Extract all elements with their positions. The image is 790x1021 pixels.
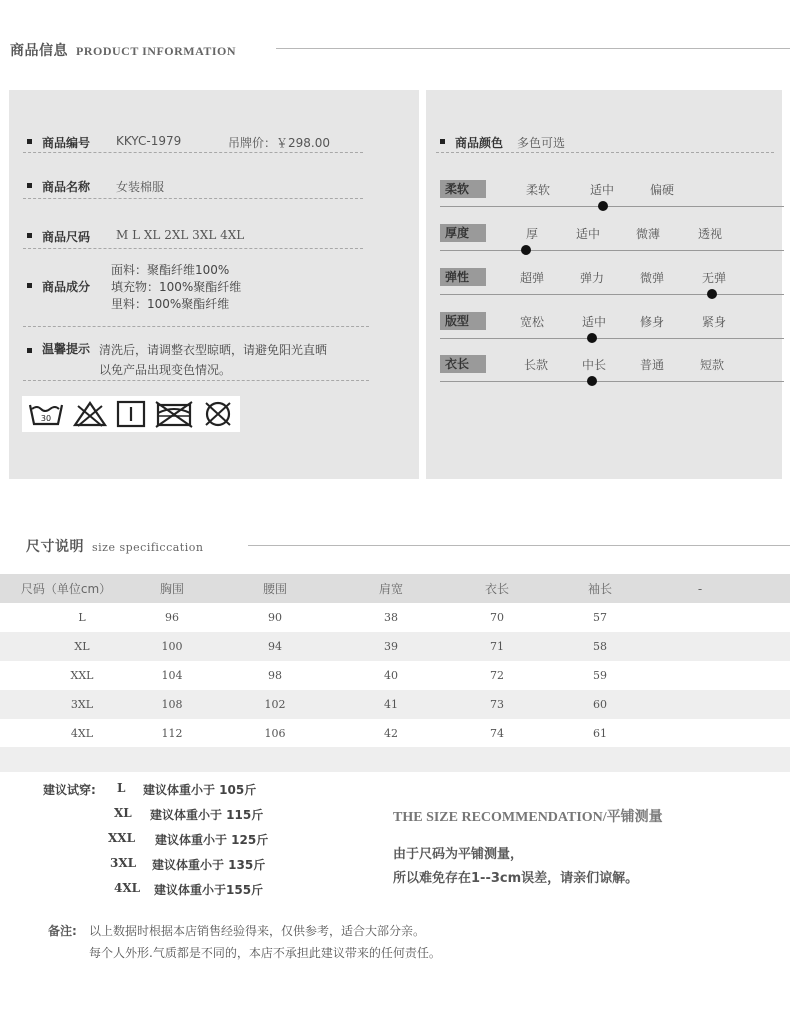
measure-cell: 106 [264, 727, 286, 740]
recommend-weight: 建议体重小于 135斤 [152, 858, 266, 872]
attribute-row [440, 180, 784, 210]
care-tip-label: 温馨提示 [42, 342, 91, 356]
no-bleach-icon [72, 400, 108, 428]
measure-cell: 61 [593, 727, 607, 740]
attribute-option: 厚 [526, 227, 539, 241]
care-tip-text [99, 340, 327, 380]
attribute-row [440, 224, 784, 254]
color-label: 商品颜色 [455, 136, 504, 150]
header-divider [276, 48, 790, 49]
measure-cell: 90 [268, 611, 282, 624]
table-header-cell: 尺码（单位cm） [20, 582, 112, 596]
attribute-selected-dot [707, 289, 717, 299]
product-size-label: 商品尺码 [42, 230, 91, 244]
attribute-tag: 版型 [440, 312, 486, 330]
attribute-row [440, 268, 784, 298]
attribute-tag: 厚度 [440, 224, 486, 242]
recommendation-line-1: 由于尺码为平铺测量， [393, 847, 524, 862]
attribute-option: 适中 [576, 227, 601, 241]
table-header-cell: 胸围 [159, 582, 184, 596]
size-spec-title-cn: 尺寸说明 [26, 539, 84, 555]
product-name-row [27, 178, 164, 195]
recommend-size: 4XL [114, 881, 141, 895]
table-header-cell: 肩宽 [378, 582, 403, 596]
bullet [27, 183, 32, 188]
measure-cell: 94 [268, 640, 282, 653]
attribute-option: 无弹 [702, 271, 727, 285]
size-spec-title-en: size specificcation [92, 541, 204, 554]
product-code-label: 商品编号 [42, 136, 91, 150]
divider [436, 152, 774, 153]
color-value: 多色可选 [517, 136, 566, 150]
care-tip-row [27, 340, 110, 357]
size-cell: XXL [70, 669, 94, 682]
bullet [27, 283, 32, 288]
measure-cell: 104 [161, 669, 183, 682]
recommend-weight: 建议体重小于 105斤 [143, 783, 257, 797]
measure-cell: 42 [384, 727, 398, 740]
attribute-selected-dot [587, 333, 597, 343]
table-header-cell: 腰围 [262, 582, 287, 596]
product-code-value: KKYC-1979 [116, 134, 182, 148]
measure-cell: 72 [490, 669, 504, 682]
attribute-selected-dot [598, 201, 608, 211]
table-row [0, 719, 790, 748]
attribute-option: 宽松 [520, 315, 545, 329]
size-cell: 4XL [70, 727, 94, 740]
measure-cell: 108 [161, 698, 183, 711]
tag-price: 吊牌价：￥298.00 [228, 136, 330, 150]
product-info-header [10, 40, 236, 60]
no-dry-clean-icon [202, 400, 234, 428]
no-tumble-dry-icon [154, 400, 194, 428]
product-code-row [27, 134, 330, 151]
divider [23, 248, 363, 249]
attribute-option: 紧身 [702, 315, 727, 329]
wash-temperature: 30 [40, 414, 52, 423]
color-row [440, 134, 565, 151]
table-row [0, 603, 790, 632]
attribute-option: 修身 [640, 315, 665, 329]
note-line-1: 以上数据时根据本店销售经验得来，仅供参考，适合大部分亲。 [89, 924, 426, 938]
table-row [0, 632, 790, 661]
care-tip-line-1: 清洗后，请调整衣型晾晒，请避免阳光直晒 [99, 343, 328, 357]
attribute-option: 微弹 [640, 271, 665, 285]
divider [23, 380, 369, 381]
measure-cell: 60 [593, 698, 607, 711]
measure-cell: 100 [161, 640, 183, 653]
product-size-value: M L XL 2XL 3XL 4XL [116, 228, 245, 242]
size-cell: L [78, 611, 86, 624]
measure-cell: 71 [490, 640, 504, 653]
product-info-title-cn: 商品信息 [10, 43, 68, 59]
attribute-option: 弹力 [580, 271, 605, 285]
attribute-scale-line [440, 338, 784, 339]
size-spec-header [26, 536, 203, 556]
size-cell: 3XL [70, 698, 94, 711]
attribute-option: 透视 [698, 227, 723, 241]
measure-cell: 41 [384, 698, 398, 711]
composition-outer: 面料：聚酯纤维100% [111, 263, 230, 277]
attribute-option: 中长 [582, 358, 607, 372]
product-name-value: 女装棉服 [116, 180, 165, 194]
care-icons [22, 396, 240, 432]
attribute-option: 超弹 [520, 271, 545, 285]
divider [23, 152, 363, 153]
composition-label: 商品成分 [42, 280, 91, 294]
recommend-size: XXL [108, 831, 136, 845]
attribute-scale-line [440, 250, 784, 251]
measure-cell: 73 [490, 698, 504, 711]
wash-30-icon [28, 400, 64, 428]
attribute-option: 适中 [590, 183, 615, 197]
care-tip-line-2: 以免产品出现变色情况。 [99, 363, 232, 377]
note-line-2: 每个人外形.气质都是不同的，本店不承担此建议带来的任何责任。 [89, 946, 441, 960]
size-cell: XL [74, 640, 90, 653]
table-header-cell: - [697, 581, 703, 596]
attribute-option: 长款 [524, 358, 549, 372]
composition-lining: 里料：100%聚酯纤维 [111, 297, 230, 311]
table-footer-band [0, 747, 790, 772]
measure-cell: 98 [268, 669, 282, 682]
attribute-option: 偏硬 [650, 183, 675, 197]
measure-cell: 38 [384, 611, 398, 624]
attribute-panel [426, 90, 782, 479]
table-row [0, 690, 790, 719]
measure-cell: 58 [593, 640, 607, 653]
attribute-tag: 衣长 [440, 355, 486, 373]
recommend-size: L [117, 781, 126, 795]
table-header-row [0, 574, 790, 603]
attribute-option: 适中 [582, 315, 607, 329]
bullet [27, 233, 32, 238]
product-info-title-en: PRODUCT INFORMATION [76, 44, 237, 58]
composition-filling: 填充物：100%聚酯纤维 [111, 280, 242, 294]
attribute-option: 普通 [640, 358, 665, 372]
measure-cell: 70 [490, 611, 504, 624]
recommend-size: 3XL [110, 856, 137, 870]
bullet [27, 348, 32, 353]
recommendation-title: THE SIZE RECOMMENDATION/平铺测量 [393, 810, 663, 825]
product-size-row [27, 228, 244, 245]
recommend-weight: 建议体重小于 115斤 [150, 808, 264, 822]
attribute-scale-line [440, 381, 784, 382]
size-spec-divider [248, 545, 790, 546]
measure-cell: 102 [264, 698, 286, 711]
attribute-option: 微薄 [636, 227, 661, 241]
recommend-weight: 建议体重小于155斤 [154, 883, 264, 897]
table-header-cell: 衣长 [484, 582, 509, 596]
note-label: 备注: [48, 924, 77, 938]
bullet [27, 139, 32, 144]
measure-cell: 40 [384, 669, 398, 682]
attribute-selected-dot [587, 376, 597, 386]
composition-list [111, 262, 241, 313]
attribute-selected-dot [521, 245, 531, 255]
table-header-cell: 袖长 [587, 582, 612, 596]
line-dry-icon [116, 400, 146, 428]
attribute-row [440, 355, 784, 385]
divider [23, 198, 363, 199]
recommend-size: XL [114, 806, 132, 820]
measure-cell: 96 [165, 611, 179, 624]
attribute-option: 短款 [700, 358, 725, 372]
measure-cell: 57 [593, 611, 607, 624]
measure-cell: 112 [161, 727, 183, 740]
attribute-tag: 弹性 [440, 268, 486, 286]
attribute-scale-line [440, 294, 784, 295]
recommendation-line-2: 所以难免存在1--3cm误差，请亲们谅解。 [393, 871, 639, 886]
measure-cell: 59 [593, 669, 607, 682]
composition-row [27, 278, 116, 295]
attribute-option: 柔软 [526, 183, 551, 197]
recommendation-label: 建议试穿: [43, 783, 96, 797]
attribute-scale-line [440, 206, 784, 207]
measure-cell: 39 [384, 640, 398, 653]
product-name-label: 商品名称 [42, 180, 91, 194]
divider [23, 326, 369, 327]
bullet [440, 139, 445, 144]
measure-cell: 74 [490, 727, 504, 740]
recommend-weight: 建议体重小于 125斤 [155, 833, 269, 847]
attribute-row [440, 312, 784, 342]
table-row [0, 661, 790, 690]
attribute-tag: 柔软 [440, 180, 486, 198]
